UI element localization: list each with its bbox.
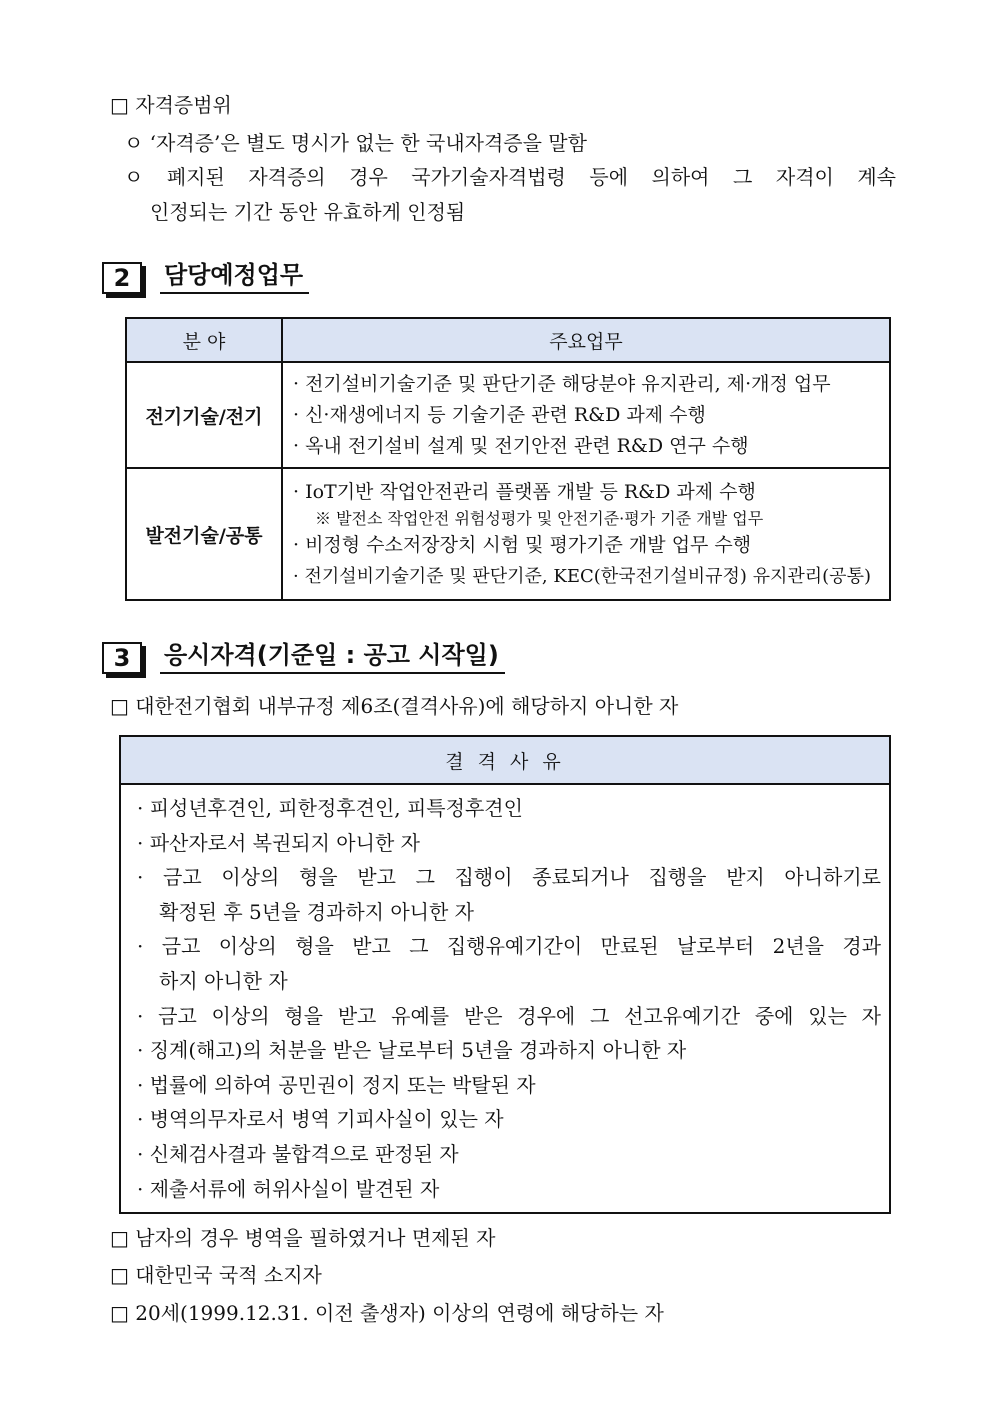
qualification-scope-bullet-1: ㅇ ‘자격증’은 별도 명시가 없는 한 국내자격증을 말함	[124, 131, 587, 155]
duties-col-field: 분 야	[126, 318, 282, 362]
disqualification-list	[120, 784, 890, 1213]
list-item-cont: 확정된 후 5년을 경과하지 아니한 자	[159, 899, 474, 924]
section-3-number: 3	[102, 642, 142, 674]
duties-table-header	[126, 318, 890, 362]
duties-line: · 신·재생에너지 등 기술기준 관련 R&D 과제 수행	[293, 403, 706, 426]
duties-line: · IoT기반 작업안전관리 플랫폼 개발 등 R&D 과제 수행	[293, 480, 756, 503]
duties-description	[282, 468, 890, 600]
list-item: · 금고 이상의 형을 받고 그 집행이 종료되거나 집행을 받지 아니하기로	[137, 865, 881, 890]
duties-line: · 전기설비기술기준 및 판단기준, KEC(한국전기설비규정) 유지관리(공통)	[293, 565, 871, 587]
section-2-heading	[102, 260, 309, 294]
section-3-title: 응시자격(기준일 : 공고 시작일)	[160, 640, 505, 674]
qualification-scope-heading: □ 자격증범위	[110, 93, 232, 117]
list-item: · 징계(해고)의 처분을 받은 날로부터 5년을 경과하지 아니한 자	[137, 1038, 687, 1063]
eligibility-age: □ 20세(1999.12.31. 이전 출생자) 이상의 연령에 해당하는 자	[110, 1301, 664, 1325]
qualification-scope-bullet-2-cont: 인정되는 기간 동안 유효하게 인정됨	[150, 200, 466, 224]
table-row	[126, 362, 890, 468]
section-3-heading	[102, 640, 505, 674]
duties-description	[282, 362, 890, 468]
eligibility-military: □ 남자의 경우 병역을 필하였거나 면제된 자	[110, 1226, 496, 1250]
duties-table	[125, 317, 891, 601]
qualification-scope-bullet-2: ㅇ 폐지된 자격증의 경우 국가기술자격법령 등에 의하여 그 자격이 계속	[124, 165, 896, 189]
list-item: · 금고 이상의 형을 받고 그 집행유예기간이 만료된 날로부터 2년을 경과	[137, 934, 881, 959]
duties-category: 전기기술/전기	[126, 362, 282, 468]
eligibility-nationality: □ 대한민국 국적 소지자	[110, 1263, 322, 1287]
list-item-cont: 하지 아니한 자	[159, 968, 288, 993]
list-item: · 피성년후견인, 피한정후견인, 피특정후견인	[137, 796, 523, 820]
section-2-number: 2	[102, 262, 142, 294]
list-item: · 금고 이상의 형을 받고 유예를 받은 경우에 그 선고유예기간 중에 있는 자	[137, 1003, 881, 1028]
disqualification-table	[119, 735, 891, 1214]
duties-category: 발전기술/공통	[126, 468, 282, 600]
duties-line: · 옥내 전기설비 설계 및 전기안전 관련 R&D 연구 수행	[293, 434, 749, 457]
list-item: · 파산자로서 복권되지 아니한 자	[137, 830, 420, 855]
list-item: · 병역의무자로서 병역 기피사실이 있는 자	[137, 1107, 504, 1132]
list-item: · 신체검사결과 불합격으로 판정된 자	[137, 1141, 459, 1166]
duties-col-main: 주요업무	[282, 318, 890, 362]
table-row	[120, 784, 890, 1213]
section-2-title: 담당예정업무	[160, 260, 309, 294]
disqualification-header: 결 격 사 유	[120, 736, 890, 784]
duties-note: ※ 발전소 작업안전 위험성평가 및 안전기준·평가 기준 개발 업무	[315, 508, 764, 528]
duties-line: · 전기설비기술기준 및 판단기준 해당분야 유지관리, 제·개정 업무	[293, 372, 831, 395]
duties-line: · 비정형 수소저장장치 시험 및 평가기준 개발 업무 수행	[293, 533, 752, 556]
list-item: · 법률에 의하여 공민권이 정지 또는 박탈된 자	[137, 1072, 536, 1097]
list-item: · 제출서류에 허위사실이 발견된 자	[137, 1176, 440, 1201]
table-row	[126, 468, 890, 600]
disqualification-table-header	[120, 736, 890, 784]
eligibility-intro: □ 대한전기협회 내부규정 제6조(결격사유)에 해당하지 아니한 자	[110, 694, 679, 718]
